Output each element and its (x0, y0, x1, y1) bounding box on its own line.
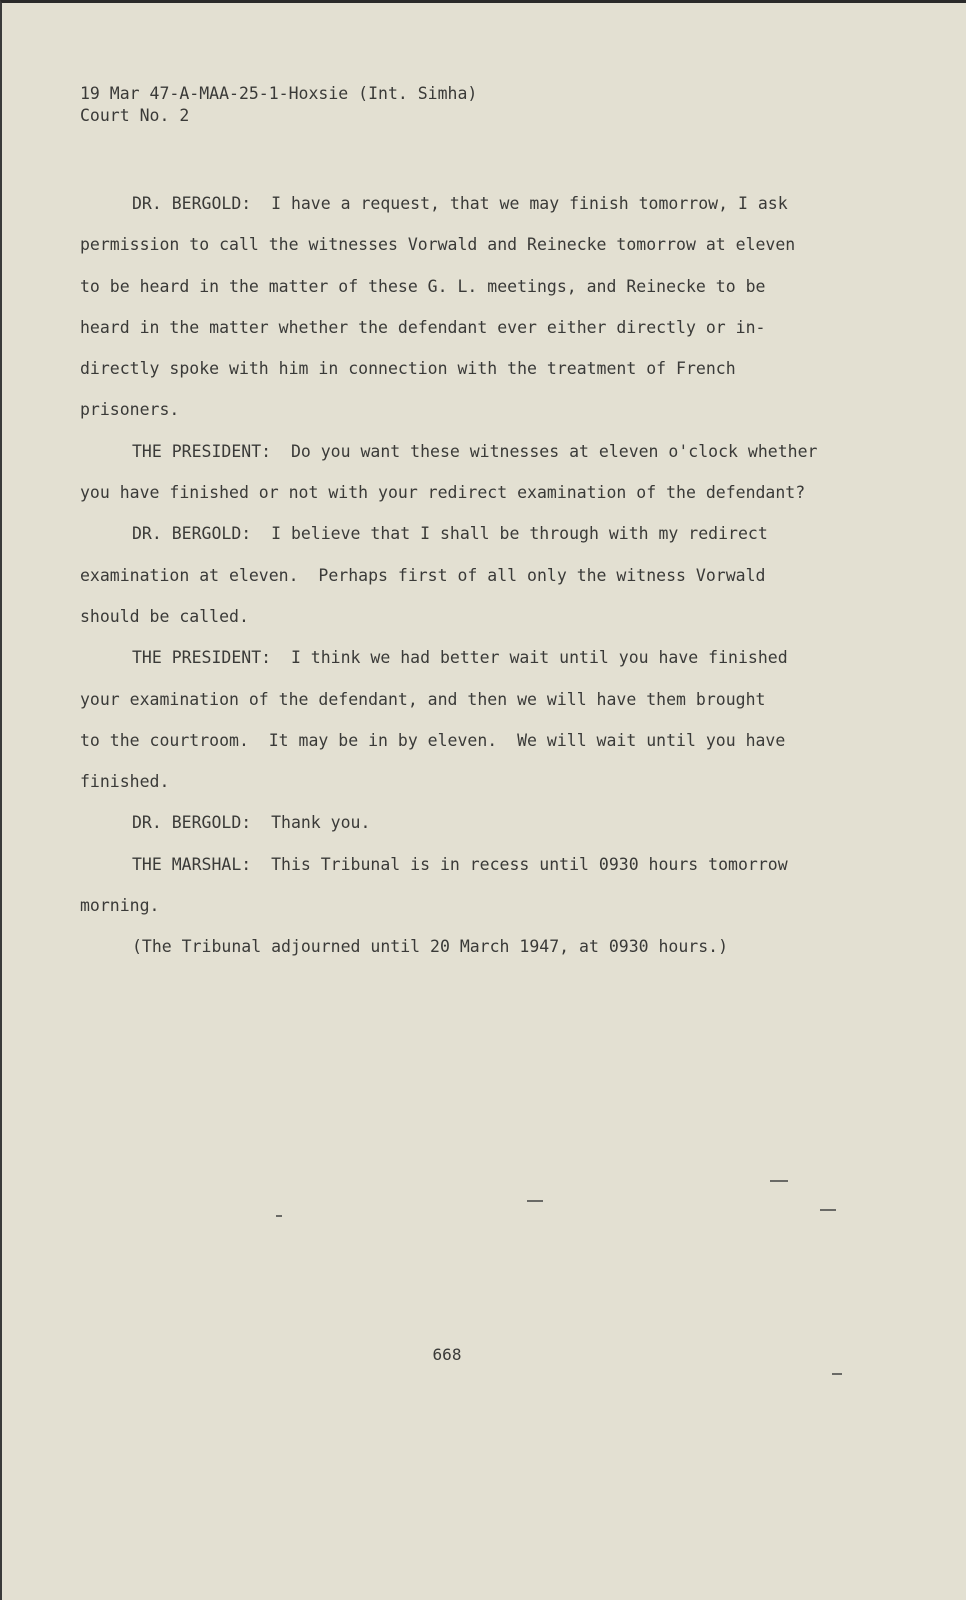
transcript-line: directly spoke with him in connection with the treatment of French (80, 359, 736, 379)
scan-speck (820, 1209, 836, 1211)
transcript-line: finished. (80, 772, 170, 792)
transcript-line: your examination of the defendant, and then we will have them brought (80, 689, 766, 709)
page-number: 668 (432, 1345, 462, 1364)
transcript-line: DR. BERGOLD: I have a request, that we may finish tomorrow, I ask (132, 194, 788, 213)
transcript-line: THE MARSHAL: This Tribunal is in recess until 0930 hours tomorrow (132, 854, 788, 874)
transcript-line: permission to call the witnesses Vorwald and Reinecke tomorrow at eleven (80, 235, 796, 255)
transcript-line: THE PRESIDENT: I think we had better wait until you have finished (132, 648, 788, 668)
scan-speck (770, 1180, 788, 1182)
transcript-line: DR. BERGOLD: I believe that I shall be through with my redirect (132, 524, 768, 544)
document-header (80, 83, 477, 127)
transcript-line: DR. BERGOLD: Thank you. (132, 813, 371, 833)
transcript-line: to be heard in the matter of these G. L. meetings, and Reinecke to be (80, 276, 766, 296)
transcript-line: to the courtroom. It may be in by eleven. We will wait until you have (80, 730, 786, 750)
transcript-line: you have finished or not with your redirect examination of the defendant? (80, 483, 806, 503)
transcript-line: heard in the matter whether the defendant ever either directly or in- (80, 317, 766, 337)
scan-speck (832, 1373, 842, 1375)
scan-speck (527, 1200, 543, 1202)
transcript-line: should be called. (80, 606, 249, 626)
transcript-line: examination at eleven. Perhaps first of all only the witness Vorwald (80, 565, 766, 585)
scan-speck (276, 1215, 282, 1217)
transcript-line: prisoners. (80, 400, 180, 420)
transcript-line: THE PRESIDENT: Do you want these witnesses at eleven o'clock whether (132, 441, 818, 461)
transcript-line: morning. (80, 896, 160, 916)
transcript-line: (The Tribunal adjourned until 20 March 1947, at 0930 hours.) (132, 937, 729, 957)
header-case-line: 19 Mar 47-A-MAA-25-1-Hoxsie (Int. Simha) (80, 84, 478, 103)
transcript-body (80, 183, 880, 968)
header-court-line: Court No. 2 (80, 106, 190, 125)
